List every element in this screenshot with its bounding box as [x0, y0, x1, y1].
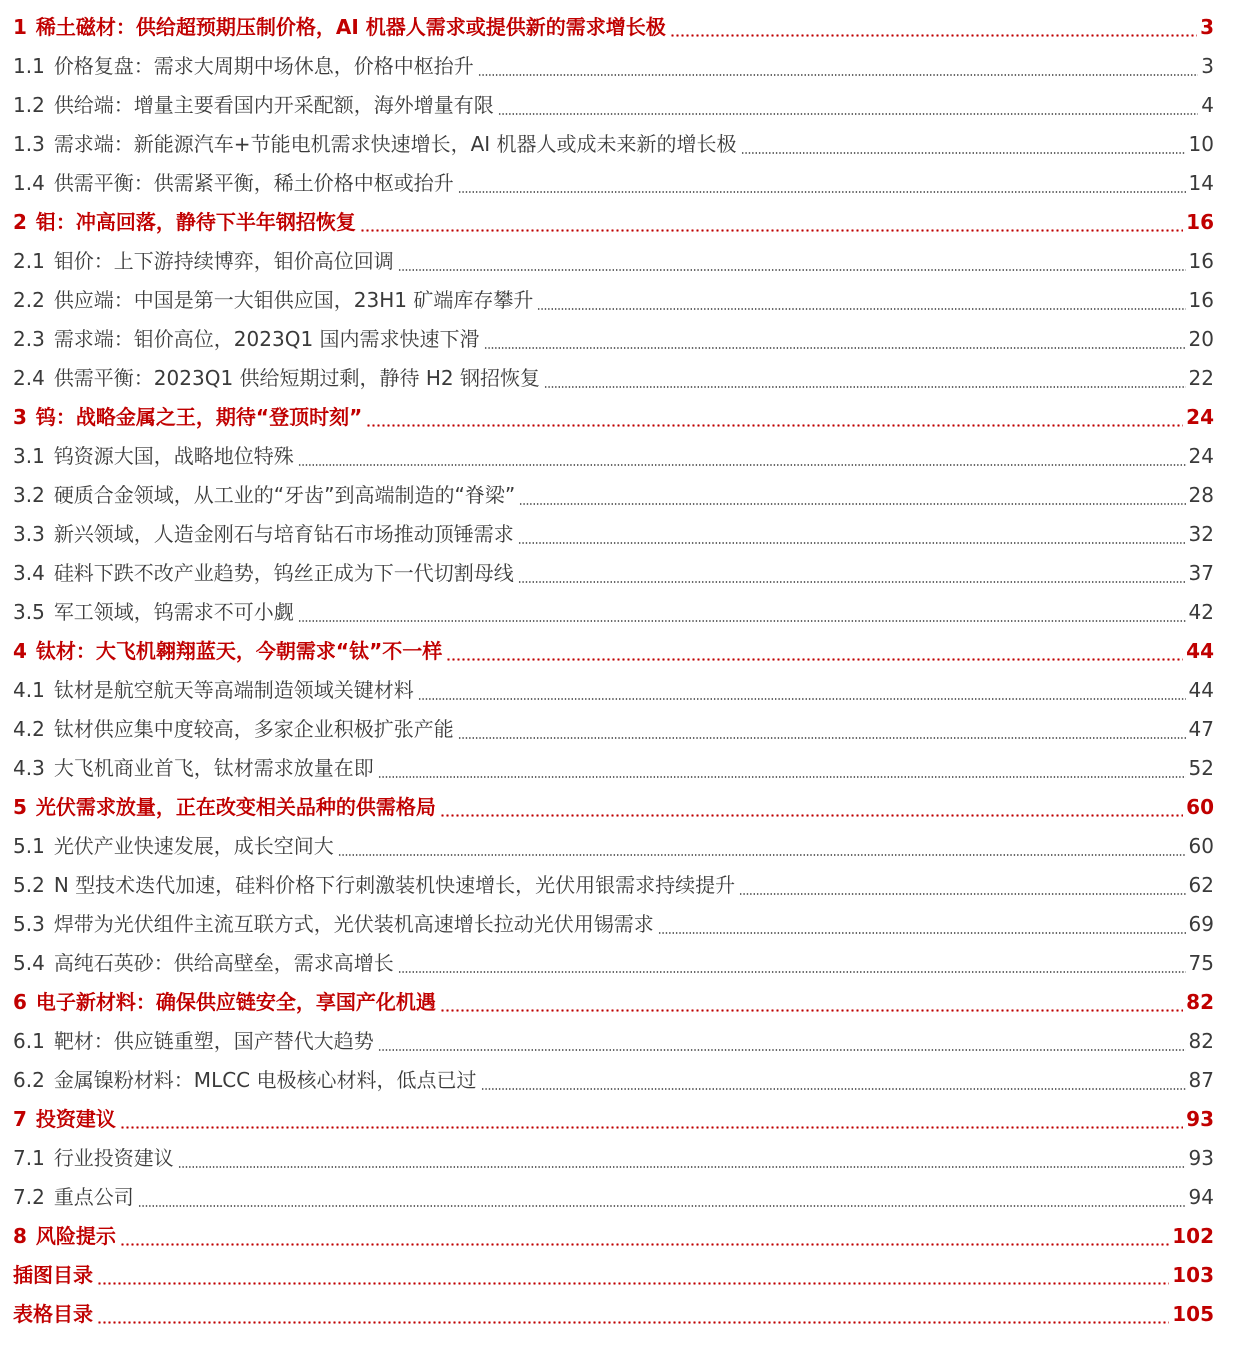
toc-subheading-entry[interactable]: [13, 749, 1214, 788]
toc-entry-number: 3: [13, 405, 27, 429]
toc-page-number: 16: [1188, 249, 1214, 273]
toc-entry-text: 钼：冲高回落，静待下半年钢招恢复: [35, 210, 356, 234]
toc-page-number: 16: [1186, 210, 1214, 234]
toc-page-number: 87: [1188, 1068, 1214, 1092]
toc-entry-number: 4.1: [13, 678, 45, 702]
toc-heading-entry[interactable]: [13, 983, 1214, 1022]
toc-entry-text: 钛材：大飞机翱翔蓝天，今朝需求“钛”不一样: [35, 639, 443, 663]
toc-page-number: 3: [1201, 54, 1214, 78]
toc-entry-text: 硬质合金领域，从工业的“牙齿”到高端制造的“脊梁”: [53, 483, 516, 507]
toc-entry-title: [13, 281, 537, 320]
toc-entry-title: [13, 827, 338, 866]
toc-subheading-entry[interactable]: [13, 476, 1214, 515]
dot-leader: [739, 866, 1185, 905]
toc-entry-text: 钨：战略金属之王，期待“登顶时刻”: [35, 405, 363, 429]
dot-leader: [97, 1256, 1169, 1295]
dot-leader: [360, 203, 1183, 242]
toc-entry-title: [13, 944, 398, 983]
toc-entry-number: 6: [13, 990, 27, 1014]
toc-subheading-entry[interactable]: [13, 866, 1214, 905]
toc-subheading-entry[interactable]: [13, 86, 1214, 125]
dot-leader: [484, 320, 1186, 359]
toc-page-number: 10: [1188, 132, 1214, 156]
toc-page-number: 22: [1188, 366, 1214, 390]
toc-entry-title: [13, 1022, 378, 1061]
dot-leader: [670, 8, 1197, 47]
toc-heading-entry[interactable]: [13, 8, 1214, 47]
toc-heading-entry[interactable]: [13, 1100, 1214, 1139]
toc-entry-title: [13, 242, 398, 281]
toc-subheading-entry[interactable]: [13, 437, 1214, 476]
toc-page-number: 24: [1188, 444, 1214, 468]
toc-heading-entry[interactable]: [13, 398, 1214, 437]
dot-leader: [440, 788, 1183, 827]
toc-page-number: 32: [1188, 522, 1214, 546]
dot-leader: [658, 905, 1186, 944]
dot-leader: [120, 1100, 1183, 1139]
toc-page-number: 37: [1188, 561, 1214, 585]
dot-leader: [120, 1217, 1169, 1256]
toc-entry-title: [13, 1217, 120, 1256]
toc-subheading-entry[interactable]: [13, 164, 1214, 203]
toc-page-number: 52: [1188, 756, 1214, 780]
toc-entry-text: 需求端：钼价高位，2023Q1 国内需求快速下滑: [53, 327, 480, 351]
toc-subheading-entry[interactable]: [13, 1061, 1214, 1100]
toc-page-number: 93: [1186, 1107, 1214, 1131]
toc-entry-title: [13, 359, 544, 398]
toc-entry-title: [13, 749, 378, 788]
toc-subheading-entry[interactable]: [13, 47, 1214, 86]
toc-entry-number: 7.2: [13, 1185, 45, 1209]
dot-leader: [498, 86, 1198, 125]
toc-entry-number: 2.4: [13, 366, 45, 390]
toc-entry-number: 2.2: [13, 288, 45, 312]
toc-entry-number: 3.5: [13, 600, 45, 624]
toc-entry-number: 1.3: [13, 132, 45, 156]
toc-page-number: 82: [1186, 990, 1214, 1014]
toc-page-number: 75: [1188, 951, 1214, 975]
dot-leader: [741, 125, 1186, 164]
toc-entry-title: [13, 593, 298, 632]
toc-entry-number: 1.4: [13, 171, 45, 195]
dot-leader: [398, 242, 1186, 281]
toc-page-number: 16: [1188, 288, 1214, 312]
toc-entry-text: 钨资源大国，战略地位特殊: [53, 444, 294, 468]
toc-entry-text: 光伏产业快速发展，成长空间大: [53, 834, 334, 858]
toc-entry-title: [13, 8, 670, 47]
toc-entry-title: [13, 710, 458, 749]
toc-entry-number: 4.2: [13, 717, 45, 741]
toc-entry-text: 焊带为光伏组件主流互联方式，光伏装机高速增长拉动光伏用锡需求: [53, 912, 654, 936]
toc-subheading-entry[interactable]: [13, 125, 1214, 164]
dot-leader: [537, 281, 1185, 320]
dot-leader: [478, 47, 1198, 86]
toc-entry-number: 5.1: [13, 834, 45, 858]
toc-entry-title: [13, 983, 440, 1022]
toc-subheading-entry[interactable]: [13, 515, 1214, 554]
toc-entry-number: 3.3: [13, 522, 45, 546]
toc-entry-number: 7.1: [13, 1146, 45, 1170]
toc-subheading-entry[interactable]: [13, 1139, 1214, 1178]
toc-entry-text: 风险提示: [35, 1224, 116, 1248]
toc-page-number: 94: [1188, 1185, 1214, 1209]
toc-entry-text: 表格目录: [13, 1302, 93, 1326]
toc-entry-title: [13, 554, 518, 593]
toc-entry-title: [13, 515, 518, 554]
toc-entry-number: 5: [13, 795, 27, 819]
toc-entry-text: 行业投资建议: [53, 1146, 174, 1170]
toc-entry-title: [13, 1295, 97, 1334]
toc-page-number: 102: [1172, 1224, 1214, 1248]
toc-entry-title: [13, 1139, 178, 1178]
toc-page-number: 103: [1172, 1263, 1214, 1287]
toc-entry-text: 钼价：上下游持续博弈，钼价高位回调: [53, 249, 394, 273]
toc-entry-number: 4: [13, 639, 27, 663]
toc-entry-title: [13, 1100, 120, 1139]
toc-heading-entry[interactable]: [13, 203, 1214, 242]
dot-leader: [378, 1022, 1186, 1061]
toc-page-number: 82: [1188, 1029, 1214, 1053]
toc-page-number: 60: [1186, 795, 1214, 819]
toc-page-number: 105: [1172, 1302, 1214, 1326]
dot-leader: [298, 437, 1186, 476]
toc-subheading-entry[interactable]: [13, 359, 1214, 398]
toc-entry-number: 1.1: [13, 54, 45, 78]
toc-entry-text: 光伏需求放量，正在改变相关品种的供需格局: [35, 795, 436, 819]
dot-leader: [458, 710, 1186, 749]
toc-entry-title: [13, 866, 739, 905]
toc-subheading-entry[interactable]: [13, 671, 1214, 710]
toc-page-number: 14: [1188, 171, 1214, 195]
toc-entry-number: 2.1: [13, 249, 45, 273]
toc-entry-title: [13, 1061, 481, 1100]
toc-page-number: 20: [1188, 327, 1214, 351]
toc-page-number: 44: [1186, 639, 1214, 663]
toc-subheading-entry[interactable]: [13, 242, 1214, 281]
toc-entry-text: 硅料下跌不改产业趋势，钨丝正成为下一代切割母线: [53, 561, 514, 585]
dot-leader: [446, 632, 1183, 671]
table-of-contents: [13, 8, 1214, 1334]
toc-entry-title: [13, 1178, 138, 1217]
toc-entry-title: [13, 203, 360, 242]
toc-heading-entry[interactable]: [13, 1295, 1214, 1334]
toc-entry-title: [13, 437, 298, 476]
dot-leader: [338, 827, 1186, 866]
toc-subheading-entry[interactable]: [13, 827, 1214, 866]
dot-leader: [418, 671, 1186, 710]
toc-page-number: 24: [1186, 405, 1214, 429]
toc-entry-number: 1.2: [13, 93, 45, 117]
toc-entry-title: [13, 320, 484, 359]
toc-entry-text: 靶材：供应链重塑，国产替代大趋势: [53, 1029, 374, 1053]
toc-entry-title: [13, 788, 440, 827]
toc-entry-text: 稀土磁材：供给超预期压制价格，AI 机器人需求或提供新的需求增长极: [35, 15, 666, 39]
toc-entry-title: [13, 125, 741, 164]
toc-page-number: 69: [1188, 912, 1214, 936]
dot-leader: [458, 164, 1186, 203]
toc-entry-number: 3.4: [13, 561, 45, 585]
toc-entry-text: 供需平衡：供需紧平衡，稀土价格中枢或抬升: [53, 171, 454, 195]
toc-subheading-entry[interactable]: [13, 1022, 1214, 1061]
toc-entry-title: [13, 632, 446, 671]
toc-entry-number: 1: [13, 15, 27, 39]
dot-leader: [366, 398, 1183, 437]
dot-leader: [518, 515, 1186, 554]
toc-subheading-entry[interactable]: [13, 905, 1214, 944]
toc-subheading-entry[interactable]: [13, 554, 1214, 593]
toc-entry-title: [13, 164, 458, 203]
toc-entry-text: 大飞机商业首飞，钛材需求放量在即: [53, 756, 374, 780]
toc-page-number: 60: [1188, 834, 1214, 858]
toc-subheading-entry[interactable]: [13, 710, 1214, 749]
toc-entry-text: 新兴领域，人造金刚石与培育钻石市场推动顶锤需求: [53, 522, 514, 546]
dot-leader: [97, 1295, 1169, 1334]
toc-entry-text: N 型技术迭代加速，硅料价格下行刺激装机快速增长，光伏用银需求持续提升: [53, 873, 736, 897]
dot-leader: [481, 1061, 1186, 1100]
dot-leader: [398, 944, 1186, 983]
toc-subheading-entry[interactable]: [13, 944, 1214, 983]
dot-leader: [518, 554, 1186, 593]
toc-entry-title: [13, 398, 366, 437]
toc-entry-title: [13, 86, 498, 125]
toc-heading-entry[interactable]: [13, 788, 1214, 827]
toc-page-number: 3: [1200, 15, 1214, 39]
toc-entry-text: 钛材供应集中度较高，多家企业积极扩张产能: [53, 717, 454, 741]
toc-heading-entry[interactable]: [13, 1256, 1214, 1295]
toc-entry-title: [13, 47, 478, 86]
toc-entry-number: 6.2: [13, 1068, 45, 1092]
dot-leader: [440, 983, 1183, 1022]
toc-entry-text: 供应端：中国是第一大钼供应国，23H1 矿端库存攀升: [53, 288, 534, 312]
toc-entry-text: 军工领域，钨需求不可小觑: [53, 600, 294, 624]
toc-entry-number: 6.1: [13, 1029, 45, 1053]
toc-page-number: 44: [1188, 678, 1214, 702]
toc-heading-entry[interactable]: [13, 632, 1214, 671]
toc-entry-title: [13, 671, 418, 710]
toc-entry-number: 2: [13, 210, 27, 234]
dot-leader: [544, 359, 1186, 398]
toc-entry-number: 4.3: [13, 756, 45, 780]
toc-subheading-entry[interactable]: [13, 320, 1214, 359]
toc-entry-text: 需求端：新能源汽车+节能电机需求快速增长，AI 机器人或成未来新的增长极: [53, 132, 737, 156]
toc-entry-text: 电子新材料：确保供应链安全，享国产化机遇: [35, 990, 436, 1014]
dot-leader: [378, 749, 1186, 788]
toc-entry-text: 供给端：增量主要看国内开采配额，海外增量有限: [53, 93, 494, 117]
toc-entry-text: 高纯石英砂：供给高壁垒，需求高增长: [53, 951, 394, 975]
toc-subheading-entry[interactable]: [13, 593, 1214, 632]
toc-page-number: 47: [1188, 717, 1214, 741]
toc-entry-text: 投资建议: [35, 1107, 116, 1131]
toc-entry-text: 重点公司: [53, 1185, 134, 1209]
toc-page-number: 4: [1201, 93, 1214, 117]
toc-entry-title: [13, 905, 658, 944]
dot-leader: [519, 476, 1185, 515]
toc-entry-number: 8: [13, 1224, 27, 1248]
toc-entry-text: 插图目录: [13, 1263, 93, 1287]
toc-subheading-entry[interactable]: [13, 1178, 1214, 1217]
toc-entry-text: 金属镍粉材料：MLCC 电极核心材料，低点已过: [53, 1068, 477, 1092]
toc-entry-text: 供需平衡：2023Q1 供给短期过剩，静待 H2 钢招恢复: [53, 366, 541, 390]
toc-page-number: 42: [1188, 600, 1214, 624]
toc-entry-number: 3.1: [13, 444, 45, 468]
toc-page-number: 28: [1188, 483, 1214, 507]
dot-leader: [138, 1178, 1186, 1217]
toc-entry-number: 5.2: [13, 873, 45, 897]
toc-page-number: 93: [1188, 1146, 1214, 1170]
toc-entry-number: 2.3: [13, 327, 45, 351]
toc-entry-text: 钛材是航空航天等高端制造领域关键材料: [53, 678, 414, 702]
toc-entry-text: 价格复盘：需求大周期中场休息，价格中枢抬升: [53, 54, 474, 78]
toc-entry-number: 7: [13, 1107, 27, 1131]
toc-page-number: 62: [1188, 873, 1214, 897]
toc-entry-number: 5.3: [13, 912, 45, 936]
toc-entry-title: [13, 1256, 97, 1295]
toc-subheading-entry[interactable]: [13, 281, 1214, 320]
toc-entry-title: [13, 476, 519, 515]
toc-entry-number: 5.4: [13, 951, 45, 975]
toc-entry-number: 3.2: [13, 483, 45, 507]
dot-leader: [298, 593, 1186, 632]
dot-leader: [178, 1139, 1186, 1178]
toc-heading-entry[interactable]: [13, 1217, 1214, 1256]
